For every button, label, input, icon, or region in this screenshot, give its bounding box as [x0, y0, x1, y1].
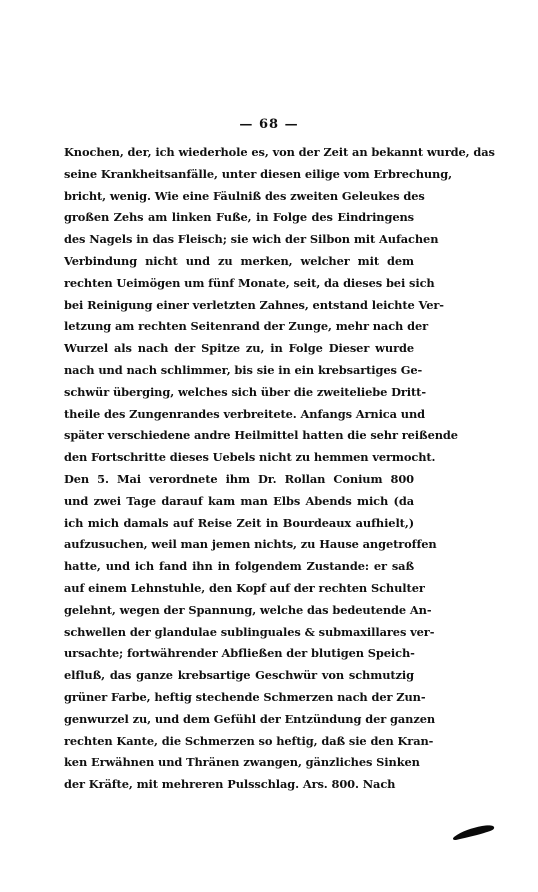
text-line: nach und nach schlimmer, bis sie in ein krebsartiges Ge- [64, 362, 423, 377]
text-line: Verbindung nicht und zu merken, welcher mit dem [64, 253, 414, 268]
text-line: Den 5. Mai verordnete ihm Dr. Rollan Conium 800 [64, 471, 414, 486]
page-number: — 68 — [239, 117, 299, 132]
text-line: und zwei Tage darauf kam man Elbs Abends mich (da [64, 493, 414, 508]
text-line: genwurzel zu, und dem Gefühl der Entzündung der ganzen [64, 711, 436, 726]
text-line: rechten Kante, die Schmerzen so heftig, daß sie den Kran- [64, 733, 434, 748]
text-line: ursachte; fortwährender Abfließen der blutigen Speich- [64, 646, 415, 661]
text-line: schwür überging, welches sich über die zweiteliebe Dritt- [64, 384, 426, 399]
text-line: später verschiedene andre Heilmittel hatten die sehr reißende [64, 428, 458, 443]
text-line: aufzusuchen, weil man jemen nichts, zu Hause angetroffen [64, 537, 437, 552]
text-line: großen Zehs am linken Fuße, in Folge des Eindringens [64, 210, 414, 225]
text-line: ken Erwähnen und Thränen zwangen, gänzliches Sinken [64, 755, 420, 770]
text-line: schwellen der glandulae sublinguales & submaxillares ver- [64, 624, 435, 639]
text-line: elfluß, das ganze krebsartige Geschwür von schmutzig [64, 668, 414, 683]
text-line: seine Krankheitsanfälle, unter diesen eilige vom Erbrechung, [64, 166, 452, 181]
body-text [64, 142, 495, 796]
text-line: rechten Ueimögen um fünf Monate, seit, da dieses bei sich [64, 275, 435, 290]
text-line: letzung am rechten Seitenrand der Zunge, mehr nach der [64, 319, 429, 334]
text-line: des Nagels in das Fleisch; sie wich der Silbon mit Aufachen [64, 232, 439, 247]
text-line: der Kräfte, mit mehreren Pulsschlag. Ars. 800. Nach [64, 777, 396, 792]
ink-smudge-mark [452, 822, 496, 842]
text-line: theile des Zungenrandes verbreitete. Anfangs Arnica und [64, 406, 426, 421]
text-line: gelehnt, wegen der Spannung, welche das bedeutende An- [64, 602, 432, 617]
text-line: bei Reinigung einer verletzten Zahnes, entstand leichte Ver- [64, 297, 444, 312]
text-line: hatte, und ich fand ihn in folgendem Zustande: er saß [64, 559, 414, 574]
text-line: den Fortschritte dieses Uebels nicht zu hemmen vermocht. [64, 450, 436, 465]
text-line: ich mich damals auf Reise Zeit in Bourdeaux aufhielt,) [64, 515, 414, 530]
text-line: Wurzel als nach der Spitze zu, in Folge Dieser wurde [64, 341, 414, 356]
text-line: grüner Farbe, heftig stechende Schmerzen nach der Zun- [64, 689, 426, 704]
text-line: bricht, wenig. Wie eine Fäulniß des zweiten Geleukes des [64, 188, 425, 203]
text-line: auf einem Lehnstuhle, den Kopf auf der rechten Schulter [64, 580, 425, 595]
text-line: Knochen, der, ich wiederhole es, von der Zeit an bekannt wurde, das [64, 145, 495, 159]
